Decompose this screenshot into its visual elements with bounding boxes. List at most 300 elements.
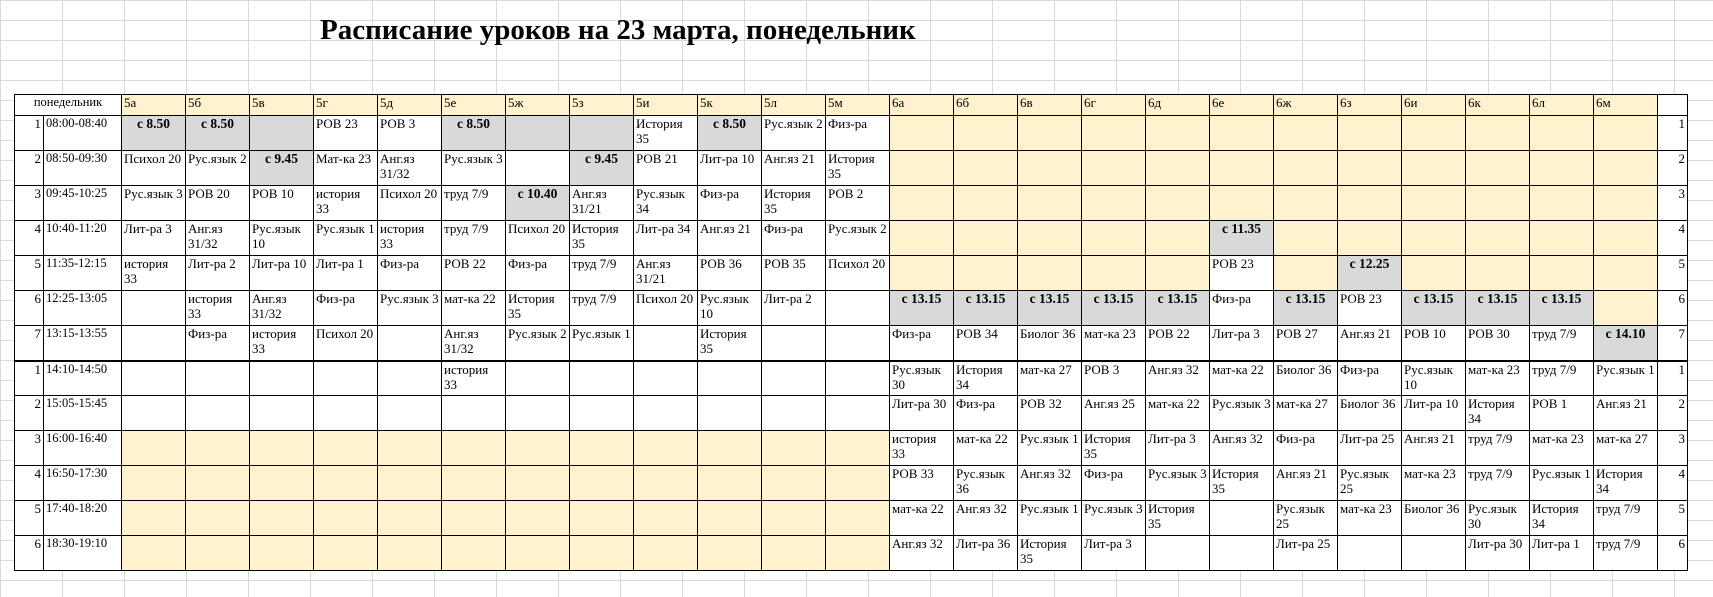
- table-row: [15, 116, 1688, 151]
- schedule-cell: с 13.15: [1082, 291, 1146, 326]
- schedule-cell: с 10.40: [506, 186, 570, 221]
- schedule-cell: Лит-ра 2: [186, 256, 250, 291]
- lesson-number: 1: [15, 361, 44, 396]
- schedule-cell: [1402, 256, 1466, 291]
- schedule-cell: [762, 396, 826, 431]
- schedule-cell: Рус.язык 10: [250, 221, 314, 256]
- schedule-cell: [250, 466, 314, 501]
- schedule-cell: Рус.язык 3: [1082, 501, 1146, 536]
- schedule-cell: с 13.15: [1018, 291, 1082, 326]
- schedule-cell: труд 7/9: [1466, 466, 1530, 501]
- schedule-cell: [762, 431, 826, 466]
- class-header: 5б: [186, 95, 250, 116]
- schedule-cell: мат-ка 27: [1274, 396, 1338, 431]
- schedule-cell: [762, 501, 826, 536]
- schedule-cell: с 13.15: [1146, 291, 1210, 326]
- schedule-cell: [250, 501, 314, 536]
- class-header: 6е: [1210, 95, 1274, 116]
- schedule-cell: Анг.яз 31/32: [250, 291, 314, 326]
- page-title: Расписание уроков на 23 марта, понедельник: [320, 14, 916, 46]
- schedule-cell: Анг.яз 21: [698, 221, 762, 256]
- schedule-cell: [1402, 186, 1466, 221]
- lesson-time: 11:35-12:15: [44, 256, 122, 291]
- schedule-cell: [1594, 221, 1658, 256]
- schedule-cell: РОВ 10: [250, 186, 314, 221]
- schedule-cell: Анг.яз 32: [954, 501, 1018, 536]
- schedule-cell: Психол 20: [122, 151, 186, 186]
- schedule-cell: РОВ 23: [314, 116, 378, 151]
- class-header: 5г: [314, 95, 378, 116]
- schedule-cell: труд 7/9: [1466, 431, 1530, 466]
- lesson-number-right: 7: [1658, 326, 1688, 361]
- schedule-cell: с 13.15: [954, 291, 1018, 326]
- schedule-cell: [826, 431, 890, 466]
- schedule-cell: [506, 466, 570, 501]
- schedule-cell: [890, 116, 954, 151]
- schedule-cell: [1402, 151, 1466, 186]
- schedule-cell: Рус.язык 2: [762, 116, 826, 151]
- lesson-number-right: 3: [1658, 431, 1688, 466]
- schedule-cell: мат-ка 23: [1338, 501, 1402, 536]
- class-header: 6в: [1018, 95, 1082, 116]
- schedule-cell: труд 7/9: [1594, 536, 1658, 571]
- schedule-cell: труд 7/9: [1530, 361, 1594, 396]
- schedule-cell: [1402, 536, 1466, 571]
- schedule-cell: [1338, 221, 1402, 256]
- schedule-cell: Анг.яз 32: [1018, 466, 1082, 501]
- table-row: [15, 291, 1688, 326]
- schedule-cell: Физ-ра: [314, 291, 378, 326]
- schedule-cell: Лит-ра 3: [1082, 536, 1146, 571]
- lesson-number: 4: [15, 221, 44, 256]
- schedule-cell: мат-ка 23: [1082, 326, 1146, 361]
- schedule-cell: [122, 396, 186, 431]
- schedule-cell: [1146, 256, 1210, 291]
- schedule-cell: [1466, 186, 1530, 221]
- schedule-cell: [314, 361, 378, 396]
- schedule-cell: [378, 466, 442, 501]
- lesson-number: 3: [15, 431, 44, 466]
- lesson-number-right: 6: [1658, 291, 1688, 326]
- schedule-cell: [186, 361, 250, 396]
- schedule-cell: [378, 501, 442, 536]
- schedule-cell: Анг.яз 21: [1402, 431, 1466, 466]
- schedule-cell: Анг.яз 31/21: [570, 186, 634, 221]
- table-row: [15, 501, 1688, 536]
- schedule-cell: История 34: [1530, 501, 1594, 536]
- schedule-cell: Физ-ра: [378, 256, 442, 291]
- schedule-cell: история 33: [186, 291, 250, 326]
- lesson-number-right: 1: [1658, 116, 1688, 151]
- table-row: [15, 536, 1688, 571]
- schedule-cell: История 35: [1082, 431, 1146, 466]
- schedule-cell: [1466, 151, 1530, 186]
- schedule-cell: [1466, 256, 1530, 291]
- schedule-cell: Лит-ра 25: [1338, 431, 1402, 466]
- lesson-number: 6: [15, 291, 44, 326]
- schedule-cell: труд 7/9: [1594, 501, 1658, 536]
- schedule-cell: [122, 291, 186, 326]
- schedule-cell: РОВ 22: [442, 256, 506, 291]
- schedule-cell: Рус.язык 2: [826, 221, 890, 256]
- table-row: [15, 151, 1688, 186]
- schedule-cell: [122, 536, 186, 571]
- lesson-number: 3: [15, 186, 44, 221]
- schedule-cell: РОВ 33: [890, 466, 954, 501]
- schedule-cell: Психол 20: [314, 326, 378, 361]
- schedule-cell: Анг.яз 21: [1274, 466, 1338, 501]
- schedule-cell: Физ-ра: [954, 396, 1018, 431]
- schedule-cell: Психол 20: [634, 291, 698, 326]
- schedule-cell: [634, 536, 698, 571]
- schedule-cell: История 35: [1146, 501, 1210, 536]
- schedule-cell: [1530, 221, 1594, 256]
- schedule-cell: история 33: [890, 431, 954, 466]
- schedule-cell: Физ-ра: [1082, 466, 1146, 501]
- schedule-cell: Лит-ра 2: [762, 291, 826, 326]
- table-row: [15, 466, 1688, 501]
- schedule-cell: Анг.яз 32: [1146, 361, 1210, 396]
- schedule-cell: Лит-ра 30: [890, 396, 954, 431]
- schedule-cell: [698, 501, 762, 536]
- schedule-cell: история 33: [250, 326, 314, 361]
- schedule-cell: мат-ка 22: [442, 291, 506, 326]
- schedule-cell: [1082, 116, 1146, 151]
- schedule-cell: [442, 466, 506, 501]
- schedule-cell: [634, 466, 698, 501]
- schedule-cell: труд 7/9: [570, 256, 634, 291]
- schedule-cell: РОВ 3: [378, 116, 442, 151]
- schedule-cell: история 33: [314, 186, 378, 221]
- class-header: 6з: [1338, 95, 1402, 116]
- schedule-cell: [1466, 221, 1530, 256]
- schedule-cell: труд 7/9: [570, 291, 634, 326]
- schedule-cell: Физ-ра: [506, 256, 570, 291]
- schedule-cell: [826, 326, 890, 361]
- schedule-cell: [954, 116, 1018, 151]
- schedule-cell: Рус.язык 3: [1210, 396, 1274, 431]
- lesson-number-right: 1: [1658, 361, 1688, 396]
- schedule-cell: Анг.яз 31/32: [186, 221, 250, 256]
- schedule-cell: [506, 116, 570, 151]
- schedule-cell: Анг.яз 32: [890, 536, 954, 571]
- schedule-cell: РОВ 36: [698, 256, 762, 291]
- schedule-cell: с 12.25: [1338, 256, 1402, 291]
- schedule-cell: [1146, 221, 1210, 256]
- lesson-number-right: 2: [1658, 396, 1688, 431]
- schedule-cell: Рус.язык 2: [186, 151, 250, 186]
- lesson-number-right: 5: [1658, 501, 1688, 536]
- schedule-cell: [1594, 186, 1658, 221]
- schedule-cell: [314, 466, 378, 501]
- schedule-cell: [570, 536, 634, 571]
- schedule-cell: История 35: [762, 186, 826, 221]
- schedule-cell: Рус.язык 34: [634, 186, 698, 221]
- schedule-cell: [1210, 536, 1274, 571]
- lesson-time: 18:30-19:10: [44, 536, 122, 571]
- schedule-cell: [954, 151, 1018, 186]
- schedule-cell: [506, 431, 570, 466]
- class-header: 5в: [250, 95, 314, 116]
- lesson-number-right: 5: [1658, 256, 1688, 291]
- class-header: 5а: [122, 95, 186, 116]
- schedule-cell: [1338, 116, 1402, 151]
- table-row: [15, 431, 1688, 466]
- schedule-cell: Рус.язык 30: [890, 361, 954, 396]
- schedule-cell: [570, 431, 634, 466]
- schedule-cell: [506, 536, 570, 571]
- schedule-cell: [570, 396, 634, 431]
- schedule-cell: труд 7/9: [1530, 326, 1594, 361]
- schedule-cell: [1210, 501, 1274, 536]
- schedule-cell: Рус.язык 2: [506, 326, 570, 361]
- schedule-cell: [698, 466, 762, 501]
- schedule-cell: [762, 466, 826, 501]
- lesson-number: 1: [15, 116, 44, 151]
- schedule-cell: Рус.язык 3: [378, 291, 442, 326]
- schedule-cell: [186, 501, 250, 536]
- schedule-cell: Рус.язык 1: [1594, 361, 1658, 396]
- schedule-cell: [890, 186, 954, 221]
- schedule-cell: [570, 466, 634, 501]
- schedule-cell: История 34: [1594, 466, 1658, 501]
- schedule-cell: [634, 361, 698, 396]
- schedule-cell: Физ-ра: [1210, 291, 1274, 326]
- schedule-cell: [890, 151, 954, 186]
- lesson-number-right: 4: [1658, 466, 1688, 501]
- schedule-cell: с 9.45: [570, 151, 634, 186]
- lesson-time: 15:05-15:45: [44, 396, 122, 431]
- schedule-cell: мат-ка 27: [1594, 431, 1658, 466]
- schedule-cell: РОВ 2: [826, 186, 890, 221]
- schedule-cell: [570, 116, 634, 151]
- schedule-cell: Анг.яз 32: [1210, 431, 1274, 466]
- schedule-cell: мат-ка 22: [1146, 396, 1210, 431]
- schedule-cell: Лит-ра 36: [954, 536, 1018, 571]
- schedule-cell: Анг.яз 31/32: [442, 326, 506, 361]
- schedule-cell: История 35: [570, 221, 634, 256]
- schedule-cell: Физ-ра: [762, 221, 826, 256]
- schedule-cell: [1530, 186, 1594, 221]
- schedule-cell: [122, 326, 186, 361]
- schedule-cell: [250, 116, 314, 151]
- class-header: 6а: [890, 95, 954, 116]
- schedule-cell: [1338, 536, 1402, 571]
- lesson-number: 4: [15, 466, 44, 501]
- schedule-cell: [186, 466, 250, 501]
- schedule-table: [14, 94, 1688, 571]
- schedule-cell: история 33: [442, 361, 506, 396]
- schedule-cell: Биолог 36: [1018, 326, 1082, 361]
- schedule-cell: Биолог 36: [1338, 396, 1402, 431]
- lesson-number-right: 3: [1658, 186, 1688, 221]
- schedule-cell: [378, 361, 442, 396]
- schedule-cell: [1274, 186, 1338, 221]
- schedule-cell: История 35: [506, 291, 570, 326]
- schedule-cell: [506, 361, 570, 396]
- class-header: 6г: [1082, 95, 1146, 116]
- schedule-cell: [826, 291, 890, 326]
- class-header: 5д: [378, 95, 442, 116]
- schedule-cell: [186, 396, 250, 431]
- schedule-cell: Анг.яз 31/32: [378, 151, 442, 186]
- schedule-cell: [1018, 186, 1082, 221]
- schedule-cell: [442, 536, 506, 571]
- schedule-cell: [122, 361, 186, 396]
- schedule-cell: РОВ 32: [1018, 396, 1082, 431]
- schedule-cell: [122, 501, 186, 536]
- lesson-number: 2: [15, 396, 44, 431]
- schedule-cell: [378, 396, 442, 431]
- schedule-cell: история 33: [378, 221, 442, 256]
- schedule-cell: [250, 431, 314, 466]
- lesson-number-right: 6: [1658, 536, 1688, 571]
- lesson-time: 09:45-10:25: [44, 186, 122, 221]
- schedule-cell: [698, 431, 762, 466]
- schedule-cell: Лит-ра 10: [698, 151, 762, 186]
- schedule-cell: РОВ 10: [1402, 326, 1466, 361]
- schedule-cell: [826, 361, 890, 396]
- schedule-cell: с 13.15: [890, 291, 954, 326]
- schedule-cell: Психол 20: [378, 186, 442, 221]
- schedule-cell: [1146, 186, 1210, 221]
- schedule-cell: Рус.язык 3: [122, 186, 186, 221]
- header-end-cell: [1658, 95, 1688, 116]
- schedule-cell: Рус.язык 3: [1146, 466, 1210, 501]
- schedule-cell: Рус.язык 36: [954, 466, 1018, 501]
- schedule-cell: [1594, 291, 1658, 326]
- lesson-number: 7: [15, 326, 44, 361]
- schedule-cell: с 13.15: [1530, 291, 1594, 326]
- schedule-cell: [506, 151, 570, 186]
- schedule-cell: [250, 361, 314, 396]
- lesson-time: 08:50-09:30: [44, 151, 122, 186]
- schedule-cell: [314, 431, 378, 466]
- class-header: 6ж: [1274, 95, 1338, 116]
- schedule-cell: Рус.язык 10: [698, 291, 762, 326]
- schedule-cell: с 13.15: [1466, 291, 1530, 326]
- schedule-cell: [250, 536, 314, 571]
- lesson-time: 13:15-13:55: [44, 326, 122, 361]
- schedule-cell: [1082, 186, 1146, 221]
- schedule-cell: мат-ка 22: [954, 431, 1018, 466]
- schedule-cell: [1146, 116, 1210, 151]
- schedule-cell: [1210, 186, 1274, 221]
- schedule-cell: Анг.яз 25: [1082, 396, 1146, 431]
- schedule-cell: [954, 256, 1018, 291]
- schedule-cell: Биолог 36: [1402, 501, 1466, 536]
- schedule-cell: История 34: [1466, 396, 1530, 431]
- lesson-time: 14:10-14:50: [44, 361, 122, 396]
- schedule-cell: труд 7/9: [442, 186, 506, 221]
- schedule-cell: [1530, 116, 1594, 151]
- schedule-cell: [1082, 256, 1146, 291]
- schedule-cell: [506, 396, 570, 431]
- schedule-cell: Рус.язык 1: [1530, 466, 1594, 501]
- schedule-cell: [442, 396, 506, 431]
- schedule-cell: Рус.язык 1: [1018, 501, 1082, 536]
- lesson-number: 6: [15, 536, 44, 571]
- schedule-cell: Физ-ра: [1338, 361, 1402, 396]
- schedule-cell: РОВ 3: [1082, 361, 1146, 396]
- schedule-cell: [1146, 536, 1210, 571]
- schedule-cell: Рус.язык 30: [1466, 501, 1530, 536]
- schedule-cell: [890, 221, 954, 256]
- schedule-cell: мат-ка 27: [1018, 361, 1082, 396]
- schedule-cell: [442, 431, 506, 466]
- class-header: 5з: [570, 95, 634, 116]
- schedule-cell: [826, 536, 890, 571]
- schedule-cell: [1466, 116, 1530, 151]
- schedule-cell: Мат-ка 23: [314, 151, 378, 186]
- class-header: 5м: [826, 95, 890, 116]
- table-row: [15, 396, 1688, 431]
- schedule-cell: Анг.яз 31/21: [634, 256, 698, 291]
- schedule-cell: Лит-ра 3: [122, 221, 186, 256]
- lesson-time: 12:25-13:05: [44, 291, 122, 326]
- schedule-cell: РОВ 27: [1274, 326, 1338, 361]
- schedule-cell: Рус.язык 1: [314, 221, 378, 256]
- schedule-cell: [186, 536, 250, 571]
- schedule-cell: с 9.45: [250, 151, 314, 186]
- schedule-cell: [634, 501, 698, 536]
- schedule-cell: [250, 396, 314, 431]
- schedule-cell: [186, 431, 250, 466]
- schedule-cell: [1594, 256, 1658, 291]
- schedule-cell: Рус.язык 25: [1274, 501, 1338, 536]
- table-row: [15, 186, 1688, 221]
- schedule-cell: Лит-ра 3: [1210, 326, 1274, 361]
- schedule-cell: [762, 536, 826, 571]
- schedule-cell: [314, 396, 378, 431]
- schedule-cell: [122, 431, 186, 466]
- schedule-cell: РОВ 1: [1530, 396, 1594, 431]
- schedule-cell: [378, 431, 442, 466]
- schedule-cell: [698, 536, 762, 571]
- schedule-cell: [1530, 256, 1594, 291]
- class-header: 6и: [1402, 95, 1466, 116]
- schedule-cell: [1594, 151, 1658, 186]
- schedule-cell: мат-ка 23: [1402, 466, 1466, 501]
- schedule-cell: с 11.35: [1210, 221, 1274, 256]
- schedule-cell: [954, 221, 1018, 256]
- schedule-cell: [1018, 221, 1082, 256]
- schedule-cell: Рус.язык 1: [570, 326, 634, 361]
- schedule-cell: История 34: [954, 361, 1018, 396]
- lesson-time: 16:00-16:40: [44, 431, 122, 466]
- table-row: [15, 361, 1688, 396]
- schedule-cell: Физ-ра: [698, 186, 762, 221]
- schedule-cell: [698, 396, 762, 431]
- schedule-cell: РОВ 20: [186, 186, 250, 221]
- schedule-cell: [570, 361, 634, 396]
- schedule-cell: [1338, 186, 1402, 221]
- schedule-cell: РОВ 22: [1146, 326, 1210, 361]
- table-row: [15, 256, 1688, 291]
- lesson-time: 10:40-11:20: [44, 221, 122, 256]
- schedule-cell: [378, 536, 442, 571]
- table-row: [15, 326, 1688, 361]
- schedule-cell: РОВ 35: [762, 256, 826, 291]
- lesson-time: 17:40-18:20: [44, 501, 122, 536]
- schedule-cell: [1274, 116, 1338, 151]
- class-header: 6б: [954, 95, 1018, 116]
- schedule-cell: [1082, 221, 1146, 256]
- schedule-cell: [570, 501, 634, 536]
- schedule-cell: Психол 20: [506, 221, 570, 256]
- schedule-cell: РОВ 34: [954, 326, 1018, 361]
- schedule-cell: Физ-ра: [1274, 431, 1338, 466]
